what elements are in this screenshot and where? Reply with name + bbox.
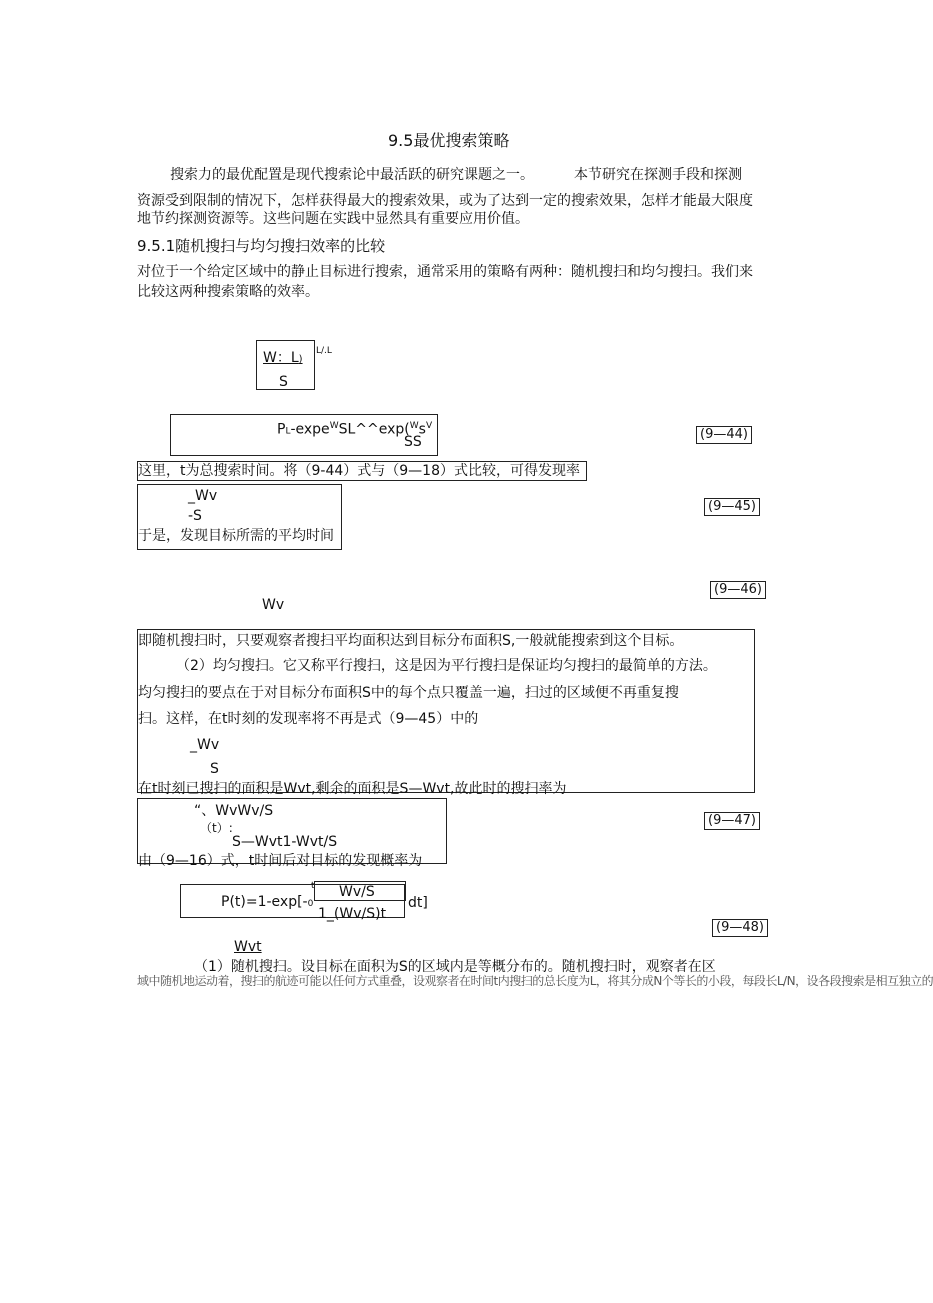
intro-line-3: 地节约探测资源等。这些问题在实践中显然具有重要应用价值。 [137, 211, 529, 227]
equation-47-box [137, 798, 447, 869]
eq44-formula: $PL-\exp e^WSL\^{}\^{}\exp(^Ws^V$ [277, 421, 433, 438]
eq44-number: (9—44) [696, 426, 752, 444]
text-after-44-box [137, 461, 587, 481]
block2-line-3: 均匀搜扫的要点在于对目标分布面积S中的每个点只覆盖一遍，扫过的区域便不再重复搜 [138, 685, 679, 701]
eq-wl-top: W：L) [263, 350, 303, 366]
eq48-number: (9—48) [712, 919, 768, 937]
eq47-line-4: 由（9—16）式，t时间后对目标的发现概率为 [138, 853, 423, 869]
equation-wl-box [256, 340, 315, 390]
uniform-sweep-block [137, 629, 755, 797]
eq47-line-1: “、WvWv/S [194, 803, 274, 819]
random-sweep-line: （1）随机搜扫。设目标在面积为S的区域内是等概分布的。随机搜扫时，观察者在区 [194, 959, 716, 975]
eq46-label: Wv [262, 597, 285, 613]
intro-line-1a: 搜索力的最优配置是现代搜索论中最活跃的研究课题之一。 [170, 167, 534, 183]
eq44-bottom: SS [404, 434, 422, 450]
block2-frac-top: _Wv [190, 737, 220, 753]
eq47-line-2: （t）: [200, 821, 233, 835]
block2-line-5: 在t时刻已搜扫的面积是Wvt,剩余的面积是S—Wvt,故此时的搜扫率为 [138, 781, 567, 797]
eq48-frac-box [314, 881, 406, 901]
block2-line-4: 扫。这样，在t时刻的发现率将不再是式（9—45）中的 [138, 711, 479, 727]
block2-line-1: 即随机搜扫时，只要观察者搜扫平均面积达到目标分布面积S,一般就能搜索到这个目标。 [138, 633, 684, 649]
eq47-line-3: S—Wvt1-Wvt/S [232, 834, 338, 850]
intro-line-1b: 本节研究在探测手段和探测 [574, 167, 742, 183]
eq46-number: (9—46) [710, 581, 766, 599]
equation-45-box [137, 484, 342, 550]
eq-wl-sup: L/.L [316, 346, 332, 356]
block2-frac-bottom: S [210, 761, 219, 777]
eq45-text: 于是，发现目标所需的平均时间 [138, 528, 334, 544]
eq48-frac-bottom: 1_(Wv/S)t [318, 906, 387, 922]
eq-wl-bottom: S [279, 374, 288, 390]
equation-44-box [170, 414, 438, 456]
block2-line-2: （2）均匀搜扫。它又称平行搜扫，这是因为平行搜扫是保证均匀搜扫的最简单的方法。 [176, 658, 717, 674]
eq47-number: (9—47) [704, 812, 760, 830]
para1-line-2: 比较这两种搜索策略的效率。 [137, 284, 319, 300]
eq48-left: P(t)=1-exp[-0 [221, 894, 314, 910]
eq48-right: dt] [408, 895, 428, 911]
intro-line-2: 资源受到限制的情况下，怎样获得最大的搜索效果，或为了达到一定的搜索效果，怎样才能最大限度 [137, 193, 753, 209]
overlapping-text-line: 域中随机地运动着，搜扫的航迹可能以任何方式重叠，设观察者在时间t内搜扫的总长度为L，将其分成N个等长的小段，每段长L/N，设各段搜索是相互独立的 [137, 974, 933, 988]
subsection-title: 9.5.1随机搜扫与均匀搜扫效率的比较 [137, 237, 386, 255]
eq48-sup-t: t [311, 881, 315, 891]
wvt-label: Wvt [234, 939, 262, 955]
eq45-number: (9—45) [704, 498, 760, 516]
para1-line-1: 对位于一个给定区域中的静止目标进行搜索，通常采用的策略有两种：随机搜扫和均匀搜扫。我们来 [137, 264, 753, 280]
eq48-frac-top: Wv/S [339, 884, 375, 900]
eq45-bottom: -S [188, 508, 202, 524]
text-after-44: 这里，t为总搜索时间。将（9-44）式与（9—18）式比较，可得发现率 [138, 463, 580, 479]
eq45-top: _Wv [188, 488, 218, 504]
section-title: 9.5最优搜索策略 [388, 131, 510, 150]
